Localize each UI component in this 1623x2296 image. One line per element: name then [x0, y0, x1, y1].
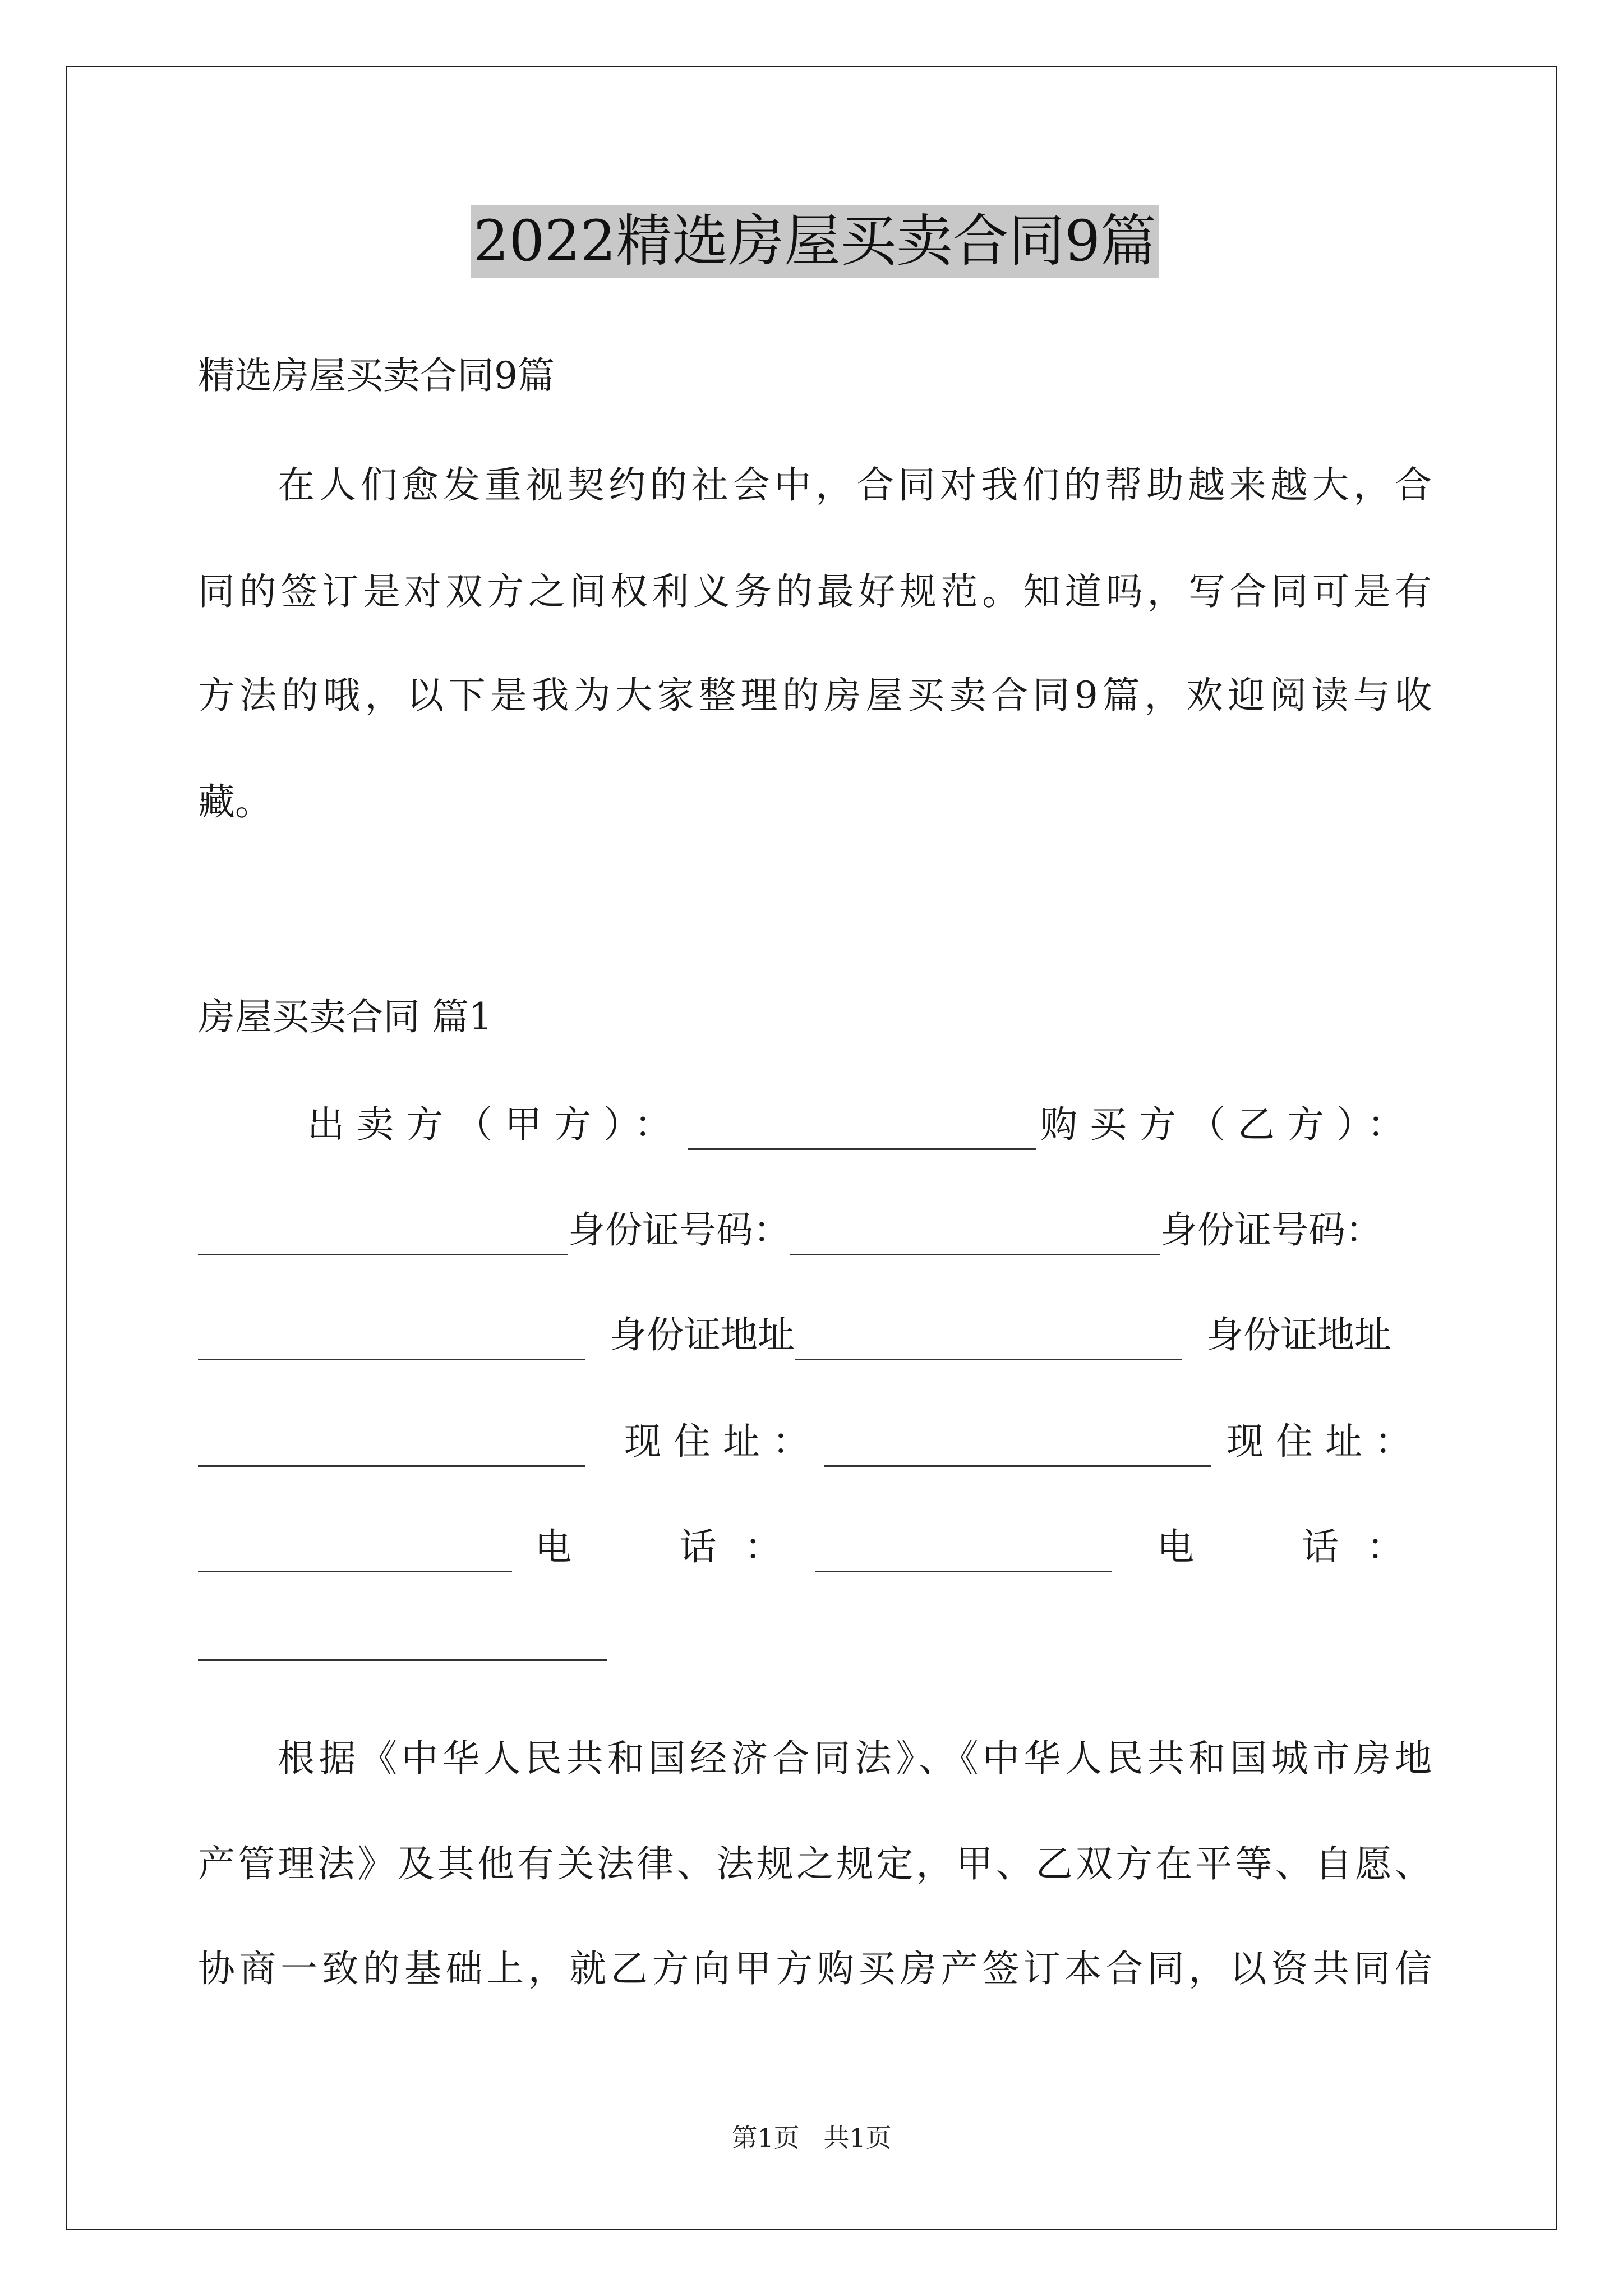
- seller-id-number-label: 身份证号码：: [568, 1208, 790, 1251]
- seller-label: 出卖方（甲方）：: [307, 1103, 684, 1146]
- party-row-1: [198, 1099, 1432, 1150]
- buyer-current-address-label: 现住址：: [1227, 1420, 1424, 1463]
- document-subtitle: 精选房屋买卖合同9篇: [198, 354, 555, 397]
- buyer-id-number-blank: [198, 1326, 585, 1360]
- buyer-id-address-label: 身份证地址: [1206, 1313, 1391, 1356]
- seller-phone-blank: [815, 1538, 1112, 1572]
- body-line-3: 协商一致的基础上，就乙方向甲方购买房产签订本合同，以资共同信: [198, 1947, 1432, 1990]
- party-row-3: [198, 1310, 1432, 1360]
- page-number: 第1页: [731, 2123, 800, 2153]
- page-footer: [0, 2118, 1623, 2155]
- body-line-2: 产管理法》及其他有关法律、法规之规定，甲、乙双方在平等、自愿、: [198, 1842, 1432, 1885]
- buyer-phone-label: 电 话：: [1157, 1525, 1432, 1568]
- seller-id-address-label: 身份证地址: [610, 1313, 795, 1356]
- buyer-current-address-blank: [198, 1538, 512, 1572]
- buyer-label: 购买方（乙方）：: [1040, 1103, 1417, 1146]
- seller-current-address-label: 现住址：: [624, 1420, 822, 1463]
- title-container: [198, 205, 1432, 278]
- buyer-id-number-label: 身份证号码：: [1160, 1208, 1382, 1251]
- intro-line-3: 方法的哦，以下是我为大家整理的房屋买卖合同9篇，欢迎阅读与收: [198, 674, 1432, 717]
- party-row-2: [198, 1205, 1432, 1255]
- party-row-4: [198, 1416, 1432, 1467]
- seller-id-number-blank: [790, 1221, 1160, 1255]
- party-row-5: [198, 1522, 1432, 1572]
- seller-id-address-blank: [795, 1326, 1182, 1360]
- section-heading: 房屋买卖合同 篇1: [198, 995, 492, 1038]
- seller-name-blank: [688, 1116, 1036, 1150]
- buyer-name-blank: [198, 1221, 568, 1255]
- page-total: 共1页: [823, 2123, 892, 2153]
- party-row-6: [198, 1627, 1432, 1661]
- intro-line-4: 藏。: [198, 780, 272, 823]
- buyer-phone-blank: [198, 1627, 607, 1661]
- seller-phone-label: 电 话：: [534, 1525, 810, 1568]
- body-line-1: 根据《中华人民共和国经济合同法》、《中华人民共和国城市房地: [278, 1737, 1432, 1780]
- intro-line-1: 在人们愈发重视契约的社会中，合同对我们的帮助越来越大，合: [278, 463, 1432, 507]
- seller-current-address-blank: [824, 1433, 1211, 1467]
- buyer-id-address-blank: [198, 1433, 585, 1467]
- intro-line-2: 同的签订是对双方之间权利义务的最好规范。知道吗，写合同可是有: [198, 570, 1432, 613]
- document-title: 2022精选房屋买卖合同9篇: [471, 205, 1159, 278]
